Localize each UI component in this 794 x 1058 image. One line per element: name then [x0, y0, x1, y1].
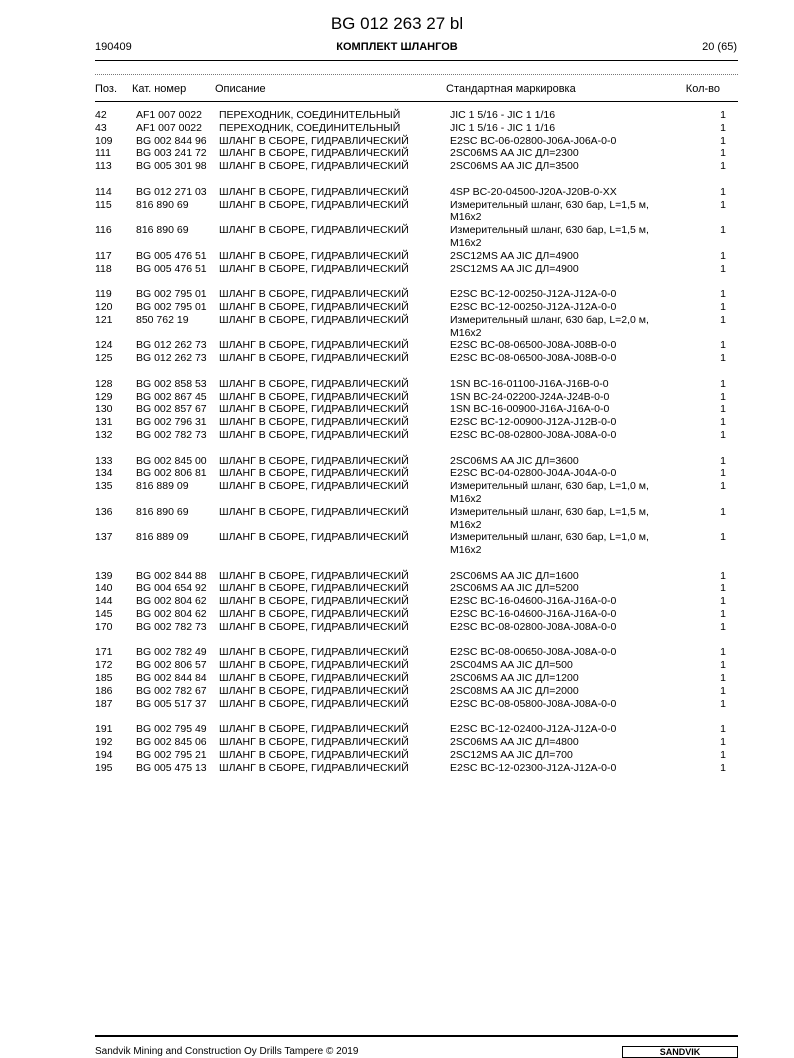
catalog-number-cell: BG 002 844 88 — [136, 569, 207, 582]
description-cell: ШЛАНГ В СБОРЕ, ГИДРАВЛИЧЕСКИЙ — [219, 761, 409, 774]
footer-logo: SANDVIK — [622, 1046, 738, 1058]
page-number: 20 (65) — [702, 41, 737, 53]
quantity-cell: 1 — [720, 428, 726, 441]
table-row — [0, 455, 794, 468]
table-row — [0, 621, 794, 634]
description-cell: ШЛАНГ В СБОРЕ, ГИДРАВЛИЧЕСКИЙ — [219, 428, 409, 441]
position-cell: 137 — [95, 531, 113, 544]
table-row — [0, 595, 794, 608]
document-date: 190409 — [95, 41, 132, 53]
description-cell: ШЛАНГ В СБОРЕ, ГИДРАВЛИЧЕСКИЙ — [219, 403, 409, 416]
catalog-number-cell: BG 002 782 49 — [136, 646, 207, 659]
position-cell: 42 — [95, 109, 107, 121]
standard-marking-cell: E2SC BC-06-02800-J06A-J06A-0-0 — [450, 134, 617, 147]
standard-marking-cell: E2SC BC-12-02400-J12A-J12A-0-0 — [450, 723, 617, 736]
standard-marking-cell: E2SC BC-08-06500-J08A-J08B-0-0 — [450, 352, 617, 365]
position-cell: 187 — [95, 697, 113, 710]
quantity-cell: 1 — [720, 723, 726, 736]
position-cell: 185 — [95, 672, 113, 685]
description-cell: ШЛАНГ В СБОРЕ, ГИДРАВЛИЧЕСКИЙ — [219, 339, 409, 352]
standard-marking-cell: E2SC BC-08-00650-J08A-J08A-0-0 — [450, 646, 617, 659]
catalog-number-cell: BG 002 795 01 — [136, 300, 207, 313]
catalog-number-cell: BG 002 844 96 — [136, 134, 207, 147]
description-cell: ШЛАНГ В СБОРЕ, ГИДРАВЛИЧЕСКИЙ — [219, 480, 409, 493]
standard-marking-cell: E2SC BC-08-06500-J08A-J08B-0-0 — [450, 339, 617, 352]
description-cell: ШЛАНГ В СБОРЕ, ГИДРАВЛИЧЕСКИЙ — [219, 300, 409, 313]
catalog-number-cell: BG 005 301 98 — [136, 160, 207, 173]
standard-marking-cell: 2SC06MS AA JIC ДЛ=4800 — [450, 736, 579, 749]
description-cell: ПЕРЕХОДНИК, СОЕДИНИТЕЛЬНЫЙ — [219, 121, 401, 134]
position-cell: 131 — [95, 416, 113, 429]
quantity-cell: 1 — [720, 313, 726, 326]
position-cell: 118 — [95, 262, 112, 275]
position-cell: 128 — [95, 377, 113, 390]
description-cell: ШЛАНГ В СБОРЕ, ГИДРАВЛИЧЕСКИЙ — [219, 595, 409, 608]
row-spacer — [0, 557, 794, 570]
quantity-cell: 1 — [720, 300, 726, 313]
quantity-cell: 1 — [720, 480, 726, 493]
row-spacer — [0, 634, 794, 647]
table-row — [0, 339, 794, 352]
position-cell: 132 — [95, 428, 113, 441]
description-cell: ШЛАНГ В СБОРЕ, ГИДРАВЛИЧЕСКИЙ — [219, 505, 409, 518]
row-spacer — [0, 365, 794, 378]
standard-marking-cell: Измерительный шланг, 630 бар, L=1,0 м, M16x2 — [450, 531, 649, 557]
catalog-number-cell: BG 002 867 45 — [136, 390, 207, 403]
description-cell: ШЛАНГ В СБОРЕ, ГИДРАВЛИЧЕСКИЙ — [219, 672, 409, 685]
catalog-number-cell: AF1 007 0022 — [136, 121, 202, 134]
quantity-cell: 1 — [720, 160, 726, 173]
standard-marking-cell: 1SN BC-16-00900-J16A-J16A-0-0 — [450, 403, 610, 416]
standard-marking-cell: E2SC BC-12-00250-J12A-J12A-0-0 — [450, 300, 617, 313]
position-cell: 171 — [95, 646, 113, 659]
footer-text: Sandvik Mining and Construction Oy Drills Tampere © 2019 — [95, 1046, 359, 1057]
description-cell: ШЛАНГ В СБОРЕ, ГИДРАВЛИЧЕСКИЙ — [219, 249, 409, 262]
top-rule — [95, 60, 738, 61]
description-cell: ШЛАНГ В СБОРЕ, ГИДРАВЛИЧЕСКИЙ — [219, 569, 409, 582]
standard-marking-cell: JIC 1 5/16 - JIC 1 1/16 — [450, 121, 556, 134]
catalog-number-cell: 816 889 09 — [136, 531, 189, 544]
description-cell: ШЛАНГ В СБОРЕ, ГИДРАВЛИЧЕСКИЙ — [219, 723, 409, 736]
table-row — [0, 698, 794, 711]
quantity-cell: 1 — [720, 109, 726, 121]
row-spacer — [0, 710, 794, 723]
table-row — [0, 480, 794, 506]
description-cell: ШЛАНГ В СБОРЕ, ГИДРАВЛИЧЕСКИЙ — [219, 659, 409, 672]
description-cell: ШЛАНГ В СБОРЕ, ГИДРАВЛИЧЕСКИЙ — [219, 160, 409, 173]
standard-marking-cell: E2SC BC-16-04600-J16A-J16A-0-0 — [450, 595, 617, 608]
position-cell: 139 — [95, 569, 113, 582]
footer-rule — [95, 1035, 738, 1037]
quantity-cell: 1 — [720, 608, 726, 621]
position-cell: 145 — [95, 608, 113, 621]
column-header-std: Стандартная маркировка — [446, 83, 576, 95]
quantity-cell: 1 — [720, 620, 726, 633]
quantity-cell: 1 — [720, 467, 726, 480]
catalog-number-cell: BG 005 517 37 — [136, 697, 207, 710]
catalog-number-cell: BG 002 782 67 — [136, 684, 207, 697]
description-cell: ШЛАНГ В СБОРЕ, ГИДРАВЛИЧЕСКИЙ — [219, 185, 409, 198]
standard-marking-cell: E2SC BC-12-02300-J12A-J12A-0-0 — [450, 761, 617, 774]
description-cell: ШЛАНГ В СБОРЕ, ГИДРАВЛИЧЕСКИЙ — [219, 224, 409, 237]
quantity-cell: 1 — [720, 531, 726, 544]
table-row — [0, 224, 794, 250]
position-cell: 133 — [95, 454, 113, 467]
row-spacer — [0, 173, 794, 186]
table-row — [0, 659, 794, 672]
position-cell: 114 — [95, 185, 112, 198]
position-cell: 109 — [95, 134, 113, 147]
description-cell: ШЛАНГ В СБОРЕ, ГИДРАВЛИЧЕСКИЙ — [219, 416, 409, 429]
quantity-cell: 1 — [720, 697, 726, 710]
standard-marking-cell: 2SC12MS AA JIC ДЛ=4900 — [450, 262, 579, 275]
catalog-number-cell: BG 002 782 73 — [136, 428, 207, 441]
table-row — [0, 749, 794, 762]
standard-marking-cell: 2SC06MS AA JIC ДЛ=1600 — [450, 569, 579, 582]
catalog-number-cell: 816 890 69 — [136, 198, 189, 211]
catalog-number-cell: BG 012 262 73 — [136, 352, 207, 365]
table-row — [0, 147, 794, 160]
quantity-cell: 1 — [720, 684, 726, 697]
description-cell: ШЛАНГ В СБОРЕ, ГИДРАВЛИЧЕСКИЙ — [219, 736, 409, 749]
catalog-number-cell: BG 005 476 51 — [136, 249, 207, 262]
table-row — [0, 314, 794, 340]
standard-marking-cell: Измерительный шланг, 630 бар, L=1,0 м, M16x2 — [450, 480, 649, 505]
table-row — [0, 646, 794, 659]
column-header-qty: Кол-во — [685, 83, 720, 95]
quantity-cell: 1 — [720, 646, 726, 659]
quantity-cell: 1 — [720, 147, 726, 160]
description-cell: ШЛАНГ В СБОРЕ, ГИДРАВЛИЧЕСКИЙ — [219, 684, 409, 697]
position-cell: 144 — [95, 595, 113, 608]
catalog-number-cell: BG 002 796 31 — [136, 416, 207, 429]
standard-marking-cell: Измерительный шланг, 630 бар, L=2,0 м, M16x2 — [450, 313, 649, 339]
description-cell: ШЛАНГ В СБОРЕ, ГИДРАВЛИЧЕСКИЙ — [219, 390, 409, 403]
description-cell: ШЛАНГ В СБОРЕ, ГИДРАВЛИЧЕСКИЙ — [219, 454, 409, 467]
document-title: BG 012 263 27 bl — [330, 14, 464, 33]
catalog-number-cell: BG 002 804 62 — [136, 608, 207, 621]
position-cell: 134 — [95, 467, 113, 480]
catalog-number-cell: BG 012 271 03 — [136, 185, 207, 198]
description-cell: ШЛАНГ В СБОРЕ, ГИДРАВЛИЧЕСКИЙ — [219, 352, 409, 365]
description-cell: ШЛАНГ В СБОРЕ, ГИДРАВЛИЧЕСКИЙ — [219, 620, 409, 633]
description-cell: ШЛАНГ В СБОРЕ, ГИДРАВЛИЧЕСКИЙ — [219, 531, 409, 544]
catalog-number-cell: BG 003 241 72 — [136, 147, 207, 160]
standard-marking-cell: 2SC06MS AA JIC ДЛ=3600 — [450, 454, 579, 467]
parts-table — [0, 109, 794, 774]
quantity-cell: 1 — [720, 390, 726, 403]
table-row — [0, 250, 794, 263]
quantity-cell: 1 — [720, 249, 726, 262]
table-row — [0, 403, 794, 416]
description-cell: ШЛАНГ В СБОРЕ, ГИДРАВЛИЧЕСКИЙ — [219, 377, 409, 390]
standard-marking-cell: E2SC BC-08-02800-J08A-J08A-0-0 — [450, 428, 617, 441]
description-cell: ШЛАНГ В СБОРЕ, ГИДРАВЛИЧЕСКИЙ — [219, 147, 409, 160]
position-cell: 116 — [95, 224, 112, 237]
description-cell: ШЛАНГ В СБОРЕ, ГИДРАВЛИЧЕСКИЙ — [219, 262, 409, 275]
standard-marking-cell: 2SC12MS AA JIC ДЛ=4900 — [450, 249, 579, 262]
catalog-number-cell: BG 012 262 73 — [136, 339, 207, 352]
catalog-number-cell: BG 002 858 53 — [136, 377, 207, 390]
table-row — [0, 736, 794, 749]
position-cell: 120 — [95, 300, 113, 313]
catalog-number-cell: BG 002 795 01 — [136, 288, 207, 301]
standard-marking-cell: 4SP BC-20-04500-J20A-J20B-0-XX — [450, 185, 617, 198]
catalog-number-cell: BG 002 806 81 — [136, 467, 207, 480]
standard-marking-cell: JIC 1 5/16 - JIC 1 1/16 — [450, 109, 556, 121]
header-dotted-rule — [95, 74, 738, 75]
table-row — [0, 378, 794, 391]
standard-marking-cell: E2SC BC-08-02800-J08A-J08A-0-0 — [450, 620, 617, 633]
quantity-cell: 1 — [720, 595, 726, 608]
position-cell: 111 — [95, 147, 111, 160]
catalog-number-cell: BG 005 475 13 — [136, 761, 207, 774]
standard-marking-cell: Измерительный шланг, 630 бар, L=1,5 м, M16x2 — [450, 198, 649, 224]
standard-marking-cell: E2SC BC-08-05800-J08A-J08A-0-0 — [450, 697, 617, 710]
quantity-cell: 1 — [720, 262, 726, 275]
description-cell: ШЛАНГ В СБОРЕ, ГИДРАВЛИЧЕСКИЙ — [219, 608, 409, 621]
position-cell: 192 — [95, 736, 113, 749]
row-spacer — [0, 442, 794, 455]
catalog-number-cell: BG 004 654 92 — [136, 582, 207, 595]
catalog-number-cell: BG 002 804 62 — [136, 595, 207, 608]
table-row — [0, 352, 794, 365]
position-cell: 115 — [95, 198, 112, 211]
quantity-cell: 1 — [720, 198, 726, 211]
catalog-number-cell: 816 889 09 — [136, 480, 189, 493]
quantity-cell: 1 — [720, 736, 726, 749]
table-row — [0, 416, 794, 429]
table-row — [0, 391, 794, 404]
standard-marking-cell: 2SC06MS AA JIC ДЛ=2300 — [450, 147, 579, 160]
position-cell: 121 — [95, 313, 113, 326]
row-spacer — [0, 275, 794, 288]
position-cell: 172 — [95, 659, 113, 672]
quantity-cell: 1 — [720, 224, 726, 237]
quantity-cell: 1 — [720, 748, 726, 761]
quantity-cell: 1 — [720, 672, 726, 685]
position-cell: 117 — [95, 249, 112, 262]
standard-marking-cell: 1SN BC-24-02200-J24A-J24B-0-0 — [450, 390, 610, 403]
catalog-number-cell: BG 002 795 49 — [136, 723, 207, 736]
quantity-cell: 1 — [720, 761, 726, 774]
description-cell: ШЛАНГ В СБОРЕ, ГИДРАВЛИЧЕСКИЙ — [219, 697, 409, 710]
standard-marking-cell: 1SN BC-16-01100-J16A-J16B-0-0 — [450, 377, 609, 390]
quantity-cell: 1 — [720, 288, 726, 301]
standard-marking-cell: Измерительный шланг, 630 бар, L=1,5 м, M16x2 — [450, 505, 649, 531]
standard-marking-cell: 2SC06MS AA JIC ДЛ=5200 — [450, 582, 579, 595]
table-row — [0, 506, 794, 532]
position-cell: 135 — [95, 480, 113, 493]
table-row — [0, 301, 794, 314]
position-cell: 119 — [95, 288, 112, 301]
catalog-number-cell: BG 005 476 51 — [136, 262, 207, 275]
quantity-cell: 1 — [720, 569, 726, 582]
table-row — [0, 263, 794, 276]
table-row — [0, 186, 794, 199]
quantity-cell: 1 — [720, 121, 726, 134]
position-cell: 170 — [95, 620, 113, 633]
standard-marking-cell: Измерительный шланг, 630 бар, L=1,5 м, M16x2 — [450, 224, 649, 249]
standard-marking-cell: E2SC BC-04-02800-J04A-J04A-0-0 — [450, 467, 617, 480]
catalog-number-cell: BG 002 845 06 — [136, 736, 207, 749]
standard-marking-cell: 2SC06MS AA JIC ДЛ=1200 — [450, 672, 579, 685]
table-row — [0, 723, 794, 736]
description-cell: ШЛАНГ В СБОРЕ, ГИДРАВЛИЧЕСКИЙ — [219, 582, 409, 595]
catalog-number-cell: BG 002 795 21 — [136, 748, 207, 761]
column-header-pos: Поз. — [95, 83, 117, 95]
position-cell: 43 — [95, 121, 107, 134]
description-cell: ШЛАНГ В СБОРЕ, ГИДРАВЛИЧЕСКИЙ — [219, 467, 409, 480]
table-row — [0, 608, 794, 621]
table-row — [0, 288, 794, 301]
standard-marking-cell: E2SC BC-16-04600-J16A-J16A-0-0 — [450, 608, 617, 621]
position-cell: 124 — [95, 339, 113, 352]
position-cell: 129 — [95, 390, 113, 403]
catalog-number-cell: 850 762 19 — [136, 313, 189, 326]
table-row — [0, 672, 794, 685]
catalog-number-cell: BG 002 844 84 — [136, 672, 207, 685]
catalog-number-cell: AF1 007 0022 — [136, 109, 202, 121]
position-cell: 113 — [95, 160, 112, 173]
position-cell: 195 — [95, 761, 113, 774]
description-cell: ШЛАНГ В СБОРЕ, ГИДРАВЛИЧЕСКИЙ — [219, 198, 409, 211]
quantity-cell: 1 — [720, 505, 726, 518]
table-row — [0, 467, 794, 480]
description-cell: ШЛАНГ В СБОРЕ, ГИДРАВЛИЧЕСКИЙ — [219, 313, 409, 326]
position-cell: 140 — [95, 582, 113, 595]
catalog-number-cell: BG 002 806 57 — [136, 659, 207, 672]
catalog-number-cell: 816 890 69 — [136, 505, 189, 518]
description-cell: ШЛАНГ В СБОРЕ, ГИДРАВЛИЧЕСКИЙ — [219, 134, 409, 147]
quantity-cell: 1 — [720, 377, 726, 390]
column-header-cat: Кат. номер — [132, 83, 187, 95]
column-header-rule — [95, 101, 738, 102]
description-cell: ШЛАНГ В СБОРЕ, ГИДРАВЛИЧЕСКИЙ — [219, 748, 409, 761]
standard-marking-cell: 2SC12MS AA JIC ДЛ=700 — [450, 748, 573, 761]
position-cell: 136 — [95, 505, 113, 518]
quantity-cell: 1 — [720, 454, 726, 467]
standard-marking-cell: 2SC06MS AA JIC ДЛ=3500 — [450, 160, 579, 173]
quantity-cell: 1 — [720, 403, 726, 416]
table-row — [0, 135, 794, 148]
quantity-cell: 1 — [720, 185, 726, 198]
position-cell: 130 — [95, 403, 113, 416]
standard-marking-cell: 2SC08MS AA JIC ДЛ=2000 — [450, 684, 579, 697]
document-heading: КОМПЛЕКТ ШЛАНГОВ — [336, 41, 458, 53]
standard-marking-cell: E2SC BC-12-00250-J12A-J12A-0-0 — [450, 288, 617, 301]
table-row — [0, 160, 794, 173]
table-row — [0, 582, 794, 595]
table-row — [0, 570, 794, 583]
standard-marking-cell: E2SC BC-12-00900-J12A-J12B-0-0 — [450, 416, 617, 429]
catalog-number-cell: BG 002 857 67 — [136, 403, 207, 416]
table-row — [0, 109, 794, 122]
catalog-number-cell: 816 890 69 — [136, 224, 189, 237]
description-cell: ШЛАНГ В СБОРЕ, ГИДРАВЛИЧЕСКИЙ — [219, 288, 409, 301]
catalog-number-cell: BG 002 845 00 — [136, 454, 207, 467]
quantity-cell: 1 — [720, 416, 726, 429]
position-cell: 194 — [95, 748, 113, 761]
position-cell: 186 — [95, 684, 113, 697]
description-cell: ПЕРЕХОДНИК, СОЕДИНИТЕЛЬНЫЙ — [219, 109, 401, 121]
standard-marking-cell: 2SC04MS AA JIC ДЛ=500 — [450, 659, 573, 672]
table-row — [0, 122, 794, 135]
column-header-desc: Описание — [215, 83, 266, 95]
table-row — [0, 429, 794, 442]
catalog-number-cell: BG 002 782 73 — [136, 620, 207, 633]
position-cell: 125 — [95, 352, 113, 365]
table-row — [0, 685, 794, 698]
position-cell: 191 — [95, 723, 113, 736]
quantity-cell: 1 — [720, 659, 726, 672]
quantity-cell: 1 — [720, 134, 726, 147]
quantity-cell: 1 — [720, 339, 726, 352]
table-row — [0, 762, 794, 775]
quantity-cell: 1 — [720, 582, 726, 595]
table-row — [0, 531, 794, 557]
table-row — [0, 199, 794, 225]
quantity-cell: 1 — [720, 352, 726, 365]
description-cell: ШЛАНГ В СБОРЕ, ГИДРАВЛИЧЕСКИЙ — [219, 646, 409, 659]
